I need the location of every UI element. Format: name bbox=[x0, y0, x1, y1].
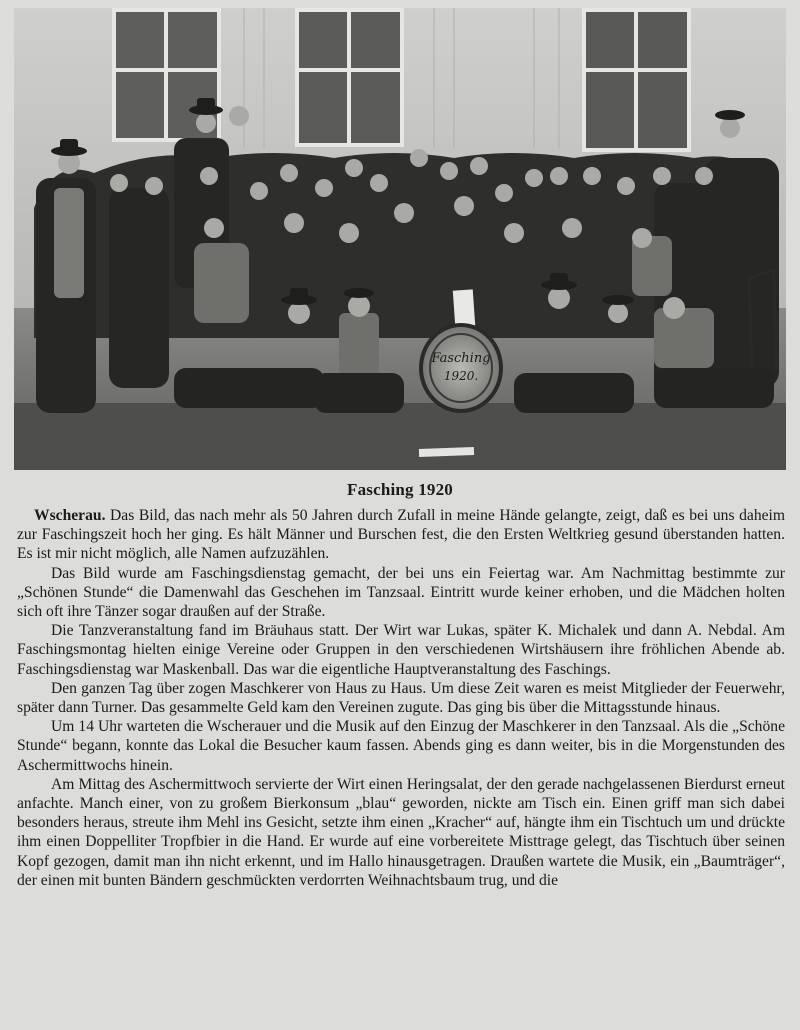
barrel-text-top: Fasching bbox=[431, 351, 491, 366]
barrel-text-year: 1920. bbox=[443, 369, 479, 383]
article-body bbox=[17, 506, 785, 890]
paragraph-1: Wscherau. Das Bild, das nach mehr als 50 Jahren durch Zufall in meine Hände gelangte, zeigt, daß es bei uns daheim zur Faschingszeit hoch her ging. Es hält Männer und Burschen fest, die den Ersten Weltkrieg gesund überstanden hatten. Es ist mir nicht möglich, alle Namen aufzuzählen. bbox=[17, 507, 785, 563]
article-title: Fasching 1920 bbox=[346, 480, 454, 499]
paragraph-2: Das Bild wurde am Faschingsdienstag gemacht, der bei uns ein Feiertag war. Am Nachmittag bestimmte zur „Schönen Stunde“ die Damenwahl das Geschehen im Tanzsaal. Eintritt wurde keiner erhoben, und die Mädchen holten sich oft ihre Tänzer sogar draußen auf der Straße. bbox=[17, 564, 785, 621]
paragraph-6: Am Mittag des Aschermittwoch servierte der Wirt einen Heringsalat, der den gerade nachgelassenen Bierdurst erneut anfachte. Manch einer, von zu großem Bierkonsum „blau“ geworden, nickte am Tisch ein. Einen griff man sich dabei besonders heraus, streute ihm Mehl ins Gesicht, setzte ihm einen „Kracher“ auf, hängte ihm ein Tischtuch um und drückte ihm einen Doppelliter Tropfbier in die Hand. Er wurde auf eine vorbereitete Misttrage gelegt, das Tischtuch über seinen Kopf gezogen, damit man ihn nicht erkennt, und im Hallo hinausgetragen. Draußen wartete die Musik, ein „Baumträger“, der einen mit bunten Bändern geschmückten verdorrten Weihnachtsbaum trug, und die bbox=[17, 775, 785, 889]
paragraph-4: Den ganzen Tag über zogen Maschkerer von Haus zu Haus. Um diese Zeit waren es meist Mitglieder der Feuerwehr, später dann Turner. Das gesammelte Geld kam den Vereinen zugute. Das ging bis über die Mittagsstunde hinaus. bbox=[17, 679, 785, 717]
window-right bbox=[584, 10, 689, 150]
barrel bbox=[421, 325, 501, 411]
paragraph-3: Die Tanzveranstaltung fand im Bräuhaus statt. Der Wirt war Lukas, später K. Michalek und dann A. Nebdal. Am Faschingsmontag hielten einige Vereine oder Gruppen in den verschiedenen Wirtshäusern ihre fröhlichen Abende ab. Faschingsdienstag war Maskenball. Das war die eigentliche Hauptveranstaltung des Faschings. bbox=[17, 622, 785, 678]
place-name: Wscherau. bbox=[34, 507, 106, 524]
window-middle bbox=[297, 10, 402, 145]
group-photo bbox=[14, 8, 786, 470]
paragraph-5: Um 14 Uhr warteten die Wscherauer und die Musik auf den Einzug der Maschkerer in den Tanzsaal. Als die „Schöne Stunde“ begann, konnte das Lokal die Besucher kaum fassen. Abends ging es dann weiter, bis in die Morgenstunden des Aschermittwochs hinein. bbox=[17, 718, 785, 774]
